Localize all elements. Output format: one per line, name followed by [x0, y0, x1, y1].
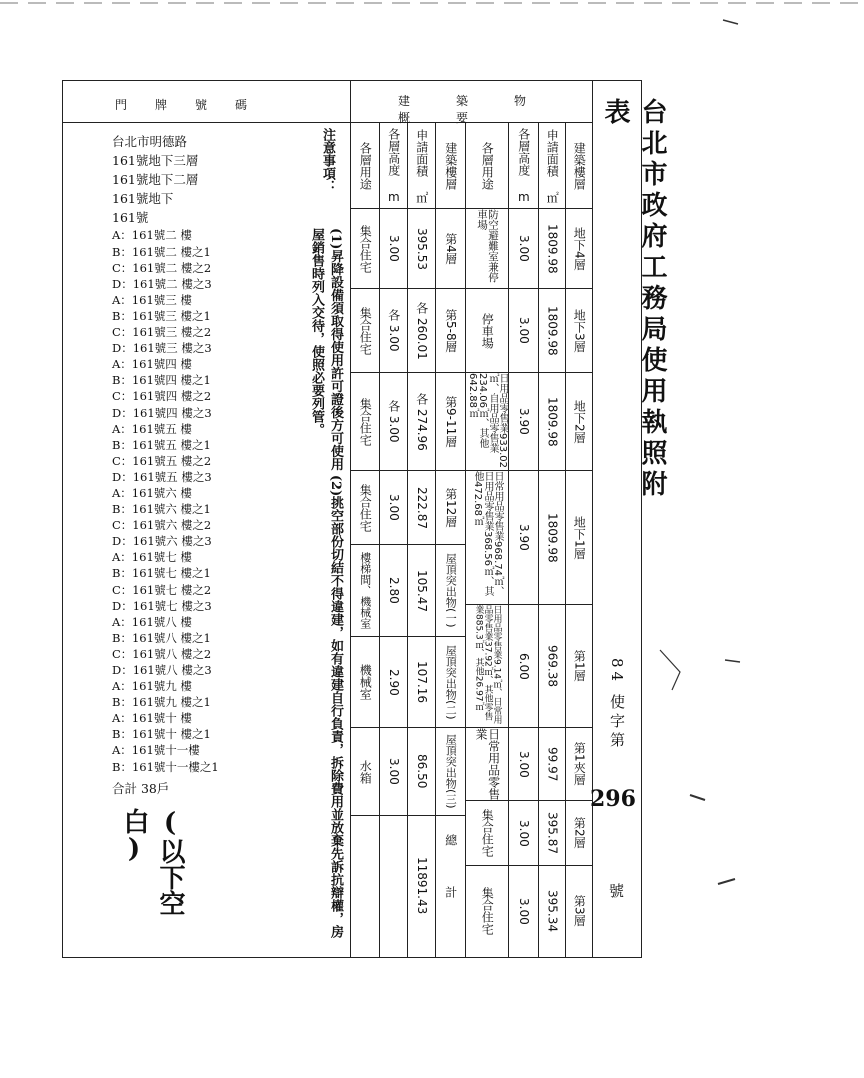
area-cell: 105.47	[414, 569, 429, 612]
address-line: 161號	[112, 210, 149, 226]
address-line: 161號地下三層	[112, 153, 199, 169]
area-cell: 107.16	[414, 661, 429, 703]
scan-stroke	[725, 660, 740, 662]
area-cell: 99.97	[545, 746, 560, 782]
height-cell: 3.00	[516, 235, 531, 262]
address-line: C：161號二 樓之2	[112, 260, 212, 275]
address-line: A：161號六 樓	[112, 485, 192, 500]
area-cell: 395.34	[545, 890, 560, 932]
height-cell: 3.00	[516, 819, 531, 847]
height-cell: 6.00	[516, 652, 531, 680]
floor-cell: 第2層	[572, 817, 587, 849]
handwritten-blank-mark: (以下空白)	[119, 808, 185, 916]
header-floor: 建築樓層	[572, 142, 587, 190]
address-line: D：161號二 樓之3	[112, 276, 212, 291]
height-cell: 3.00	[516, 897, 531, 925]
height-cell: 3.90	[516, 524, 531, 551]
section-header: 建築物概要	[398, 94, 573, 125]
address-line: A：161號八 樓	[112, 614, 192, 629]
header-height: 各層高度 m	[516, 128, 531, 204]
use-cell: 集合住宅	[358, 224, 373, 273]
use-cell: 集合住宅	[358, 306, 373, 355]
height-cell: 2.80	[386, 577, 401, 604]
use-cell: 防空避難室兼停車場	[476, 209, 500, 283]
floor-cell: 地下2層	[572, 399, 587, 444]
address-line: A：161號二 樓	[112, 228, 192, 243]
scan-stroke	[718, 879, 735, 884]
height-cell: 各 3.00	[386, 400, 401, 443]
height-cell: 3.00	[386, 758, 401, 785]
floor-cell: 屋頂突出物(三)	[444, 734, 458, 809]
floor-cell: 地下1層	[572, 515, 587, 560]
address-line: A：161號三 樓	[112, 292, 192, 307]
address-line: B：161號五 樓之1	[112, 437, 211, 452]
address-line: D：161號六 樓之3	[112, 534, 212, 549]
address-line: A：161號十 樓	[112, 711, 192, 726]
address-line: D：161號八 樓之3	[112, 663, 212, 677]
total-area: 11891.43	[414, 857, 429, 915]
floor-cell: 第5-8層	[443, 308, 458, 353]
notes-text: (1)昇降設備須取得使用許可證後方可使用 (2)挑空部份切結不得違建，如有違建自行負責，拆除費用並放棄先訴抗辯權，房屋銷售時列入交待，使照必要列管。	[309, 228, 343, 939]
use-cell: 日常用品零售業	[474, 728, 501, 800]
address-line: C：161號七 樓之2	[112, 582, 212, 597]
address-line: B：161號十 樓之1	[112, 727, 211, 742]
use-cell: 集合住宅	[480, 887, 495, 935]
floor-cell: 第1層	[572, 650, 587, 682]
floor-cell: 地下3層	[572, 308, 587, 353]
use-cell: 集合住宅	[358, 397, 373, 446]
address-line: C：161號五 樓之2	[112, 453, 212, 468]
address-line: D：161號四 樓之3	[112, 405, 212, 420]
use-cell: 停車場	[480, 312, 495, 349]
area-cell: 1809.98	[545, 512, 560, 563]
address-street: 台北市明德路	[112, 134, 188, 149]
area-cell: 969.38	[545, 645, 560, 687]
height-cell: 3.00	[386, 235, 401, 262]
address-line: A：161號九 樓	[112, 679, 192, 694]
area-cell: 各 274.96	[414, 392, 429, 451]
header-height: 各層高度 m	[386, 128, 401, 204]
address-line: C：161號四 樓之2	[112, 389, 212, 404]
header-floor: 建築樓層	[443, 142, 458, 190]
floor-cell: 第3層	[572, 895, 587, 927]
page-title: 台北市政府工務局使用執照附表	[600, 98, 667, 501]
use-cell: 集合住宅	[480, 809, 495, 857]
notes-heading: 注意事項：	[320, 128, 335, 193]
address-line: C：161號八 樓之2	[112, 646, 212, 661]
address-line: A：161號七 樓	[112, 550, 192, 565]
height-cell: 3.00	[386, 494, 401, 521]
address-line: 161號地下	[112, 191, 174, 207]
address-line: B：161號三 樓之1	[112, 308, 211, 323]
address-line: B：161號七 樓之1	[112, 566, 211, 581]
use-cell: 日用品零售業933.02㎡、自用品零售業234.06㎡、其他642.88㎡	[467, 373, 508, 468]
floor-cell: 第9-11層	[443, 395, 458, 448]
scan-stroke	[690, 795, 705, 800]
area-cell: 1809.98	[545, 305, 560, 356]
area-cell: 1809.98	[545, 396, 560, 447]
use-cell: 機械室	[358, 664, 373, 700]
floor-cell: 屋頂突出物(一)	[444, 553, 458, 628]
total-households: 合計 38戶	[112, 780, 170, 796]
use-cell: 日常用品零售業968.74㎡、日用品零售業368.56㎡、其他472.68㎡	[472, 471, 503, 596]
address-line: A：161號十一樓	[112, 743, 200, 758]
header-use: 各層用途	[480, 142, 495, 190]
use-cell: 樓梯間、機械室	[358, 552, 372, 629]
area-cell: 222.87	[414, 486, 429, 529]
area-cell: 395.87	[545, 812, 560, 854]
height-cell: 3.00	[516, 317, 531, 344]
scan-stroke	[660, 650, 680, 690]
address-line: D：161號五 樓之3	[112, 469, 212, 484]
address-line: B：161號九 樓之1	[112, 695, 211, 710]
use-cell: 水箱	[358, 759, 373, 784]
floor-cell: 地下4層	[572, 226, 587, 271]
permit-number-prefix: 84 使字第	[608, 658, 626, 751]
use-cell: 日用品零售業9.14㎡、日常用品零售業37.92㎡、其他零售業885.3㎡、其他26.97㎡	[473, 605, 502, 725]
area-cell: 86.50	[414, 754, 429, 789]
floor-cell: 第1夾層	[572, 742, 587, 786]
height-cell: 2.90	[386, 668, 401, 696]
height-cell: 3.90	[516, 408, 531, 435]
address-line: B：161號四 樓之1	[112, 373, 211, 388]
address-line: 161號地下二層	[112, 172, 199, 188]
address-line: B：161號八 樓之1	[112, 630, 211, 645]
area-cell: 395.53	[414, 227, 429, 270]
area-cell: 1809.98	[545, 223, 560, 274]
permit-number-suffix: 號	[609, 882, 625, 900]
height-cell: 3.00	[516, 750, 531, 778]
permit-number: 296	[590, 786, 636, 812]
total-label: 總計	[443, 834, 458, 938]
address-line: C：161號三 樓之2	[112, 325, 212, 340]
area-cell: 各 260.01	[414, 301, 429, 360]
header-use: 各層用途	[358, 142, 373, 190]
address-line: C：161號六 樓之2	[112, 518, 212, 533]
address-line: D：161號三 樓之3	[112, 341, 212, 356]
header-area: 申請面積 ㎡	[414, 129, 429, 203]
height-cell: 各 3.00	[386, 309, 401, 352]
floor-cell: 屋頂突出物(二)	[444, 644, 458, 720]
address-line: A：161號四 樓	[112, 357, 192, 372]
use-cell: 集合住宅	[358, 483, 373, 532]
address-line: A：161號五 樓	[112, 421, 192, 436]
address-line: B：161號六 樓之1	[112, 502, 211, 517]
floor-cell: 第12層	[443, 487, 458, 528]
floor-cell: 第4層	[443, 232, 458, 265]
address-line: B：161號十一樓之1	[112, 759, 219, 774]
header-area: 申請面積 ㎡	[545, 129, 560, 203]
scan-stroke	[723, 20, 738, 24]
address-line: B：161號二 樓之1	[112, 244, 211, 259]
address-line: D：161號七 樓之3	[112, 598, 212, 613]
address-header: 門牌號碼	[115, 98, 276, 112]
